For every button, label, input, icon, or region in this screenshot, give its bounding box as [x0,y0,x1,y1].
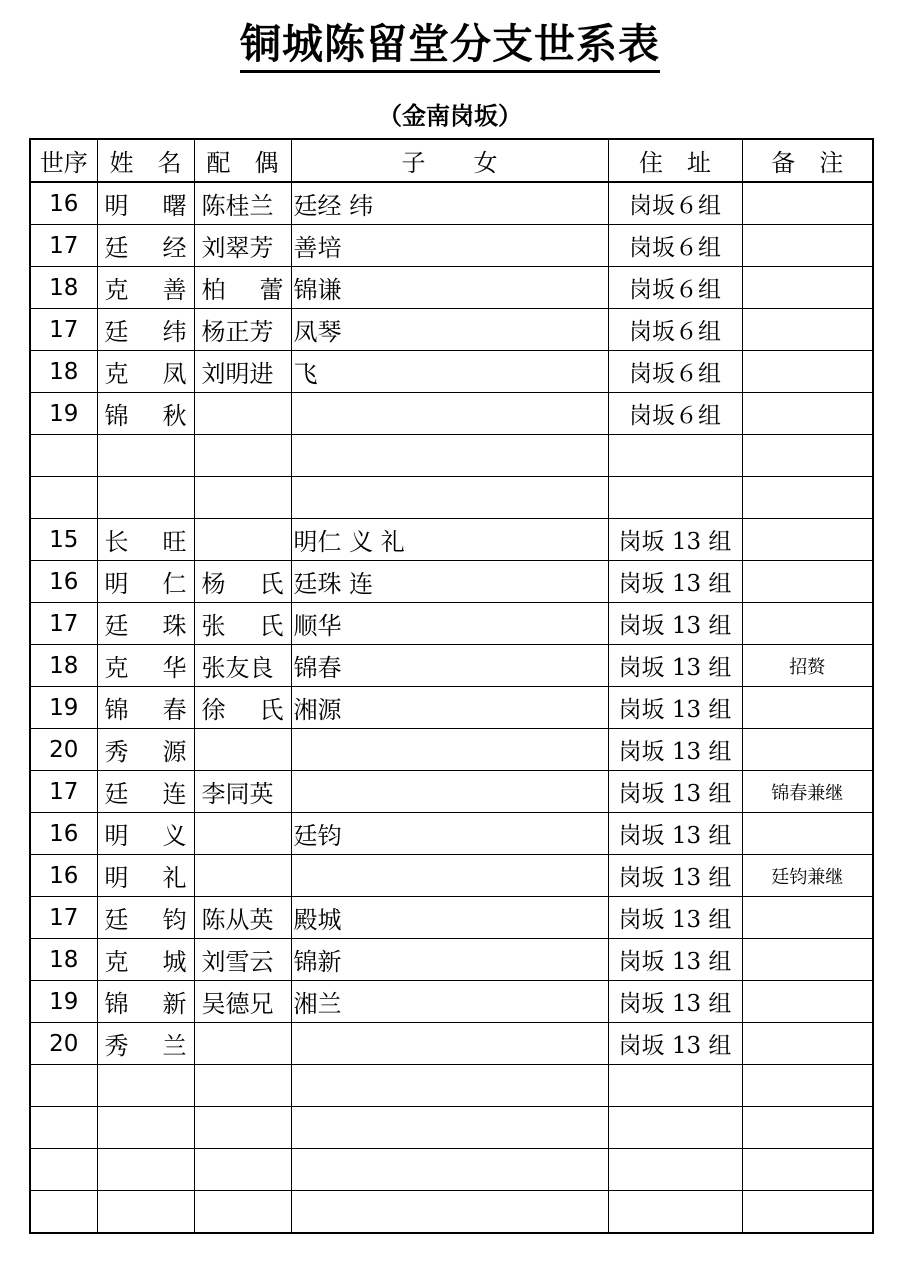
cell-address: 岗坂６组 [608,351,742,393]
cell-generation: 18 [30,351,97,393]
table-row [30,771,873,813]
name-char: 克 [104,276,129,304]
name-char: 氏 [259,612,284,640]
table-row [30,477,873,519]
name-char: 经 [162,234,187,262]
cell-spouse-text: 刘雪云 [201,948,274,976]
cell-children [291,1107,608,1149]
cell-spouse [194,519,291,561]
cell-children [291,393,608,435]
cell-name [97,1023,194,1065]
cell-note [742,309,873,351]
cell-name [97,687,194,729]
cell-address: 岗坂６组 [608,393,742,435]
table-row [30,981,873,1023]
cell-note [742,939,873,981]
cell-spouse-text [202,690,284,725]
cell-spouse-text [202,270,284,305]
cell-spouse-text [202,606,284,641]
cell-address: 岗坂６组 [608,225,742,267]
cell-note [742,225,873,267]
cell-spouse [194,645,291,687]
cell-name [97,267,194,309]
cell-spouse [194,309,291,351]
cell-children: 湘源 [291,687,608,729]
cell-name-text [105,186,187,221]
cell-name-text [105,774,187,809]
cell-children [291,1065,608,1107]
cell-children: 廷钧 [291,813,608,855]
cell-spouse [194,182,291,225]
cell-children [291,855,608,897]
name-char: 杨 [201,570,226,598]
cell-spouse [194,1191,291,1234]
cell-note [742,981,873,1023]
cell-generation: 20 [30,729,97,771]
name-char: 蕾 [259,276,284,304]
table-row [30,182,873,225]
cell-name [97,1191,194,1234]
cell-generation [30,1065,97,1107]
table-row [30,309,873,351]
cell-name-text [105,732,187,767]
cell-address [608,1149,742,1191]
cell-note [742,1191,873,1234]
name-char: 明 [104,570,129,598]
cell-spouse [194,729,291,771]
name-char: 义 [162,822,187,850]
cell-children [291,1149,608,1191]
cell-address: 岗坂 13 组 [608,897,742,939]
cell-address: 岗坂 13 组 [608,813,742,855]
cell-spouse [194,603,291,645]
cell-generation: 17 [30,603,97,645]
cell-address: 岗坂 13 组 [608,939,742,981]
cell-name [97,813,194,855]
cell-children [291,729,608,771]
cell-note: 廷钧兼继 [742,855,873,897]
cell-children: 锦春 [291,645,608,687]
cell-generation: 19 [30,393,97,435]
cell-name [97,855,194,897]
cell-name [97,519,194,561]
cell-note [742,435,873,477]
cell-name [97,1065,194,1107]
cell-address: 岗坂 13 组 [608,729,742,771]
cell-spouse-text: 刘翠芳 [201,234,274,262]
cell-spouse [194,267,291,309]
cell-generation: 18 [30,645,97,687]
cell-spouse-text: 刘明进 [201,360,274,388]
name-char: 善 [162,276,187,304]
cell-spouse [194,939,291,981]
cell-spouse [194,435,291,477]
cell-note [742,267,873,309]
cell-children [291,435,608,477]
table-header-row [30,139,873,182]
cell-name [97,477,194,519]
table-row [30,603,873,645]
name-char: 秋 [162,402,187,430]
cell-note [742,897,873,939]
cell-note [742,477,873,519]
cell-generation: 18 [30,267,97,309]
cell-address: 岗坂 13 组 [608,561,742,603]
name-char: 廷 [104,234,129,262]
cell-generation [30,477,97,519]
header-generation: 世序 [30,139,97,182]
cell-generation: 17 [30,309,97,351]
cell-children: 善培 [291,225,608,267]
name-char: 明 [104,822,129,850]
cell-note [742,561,873,603]
cell-generation [30,435,97,477]
cell-spouse [194,771,291,813]
cell-generation: 17 [30,771,97,813]
header-spouse: 配 偶 [194,139,291,182]
cell-generation: 16 [30,855,97,897]
name-char: 源 [162,738,187,766]
name-char: 旺 [162,528,187,556]
name-char: 纬 [162,318,187,346]
name-char: 兰 [162,1032,187,1060]
name-char: 连 [162,780,187,808]
name-char: 克 [104,654,129,682]
cell-name [97,182,194,225]
cell-spouse [194,225,291,267]
cell-address [608,477,742,519]
cell-name-text [105,648,187,683]
cell-spouse [194,897,291,939]
table-row [30,939,873,981]
cell-name-text [105,606,187,641]
cell-children: 湘兰 [291,981,608,1023]
cell-address: 岗坂６组 [608,182,742,225]
cell-address: 岗坂 13 组 [608,645,742,687]
table-row [30,1191,873,1234]
cell-children: 廷经 纬 [291,182,608,225]
name-char: 张 [201,612,226,640]
cell-address: 岗坂 13 组 [608,603,742,645]
cell-generation: 18 [30,939,97,981]
cell-name-text [105,270,187,305]
name-char: 礼 [162,864,187,892]
cell-children [291,1023,608,1065]
header-address: 住 址 [608,139,742,182]
cell-children: 顺华 [291,603,608,645]
cell-spouse-text: 李同英 [201,780,274,808]
cell-note [742,1065,873,1107]
name-char: 廷 [104,612,129,640]
cell-name [97,897,194,939]
cell-spouse [194,1023,291,1065]
cell-children: 明仁 义 礼 [291,519,608,561]
name-char: 新 [162,990,187,1018]
cell-address: 岗坂６组 [608,267,742,309]
table-row [30,1065,873,1107]
page-title [0,16,900,73]
header-name: 姓 名 [97,139,194,182]
cell-name-text [105,1026,187,1061]
cell-note [742,687,873,729]
name-char: 长 [104,528,129,556]
cell-spouse [194,687,291,729]
table-row [30,1149,873,1191]
name-char: 珠 [162,612,187,640]
name-char: 廷 [104,318,129,346]
cell-name-text [105,312,187,347]
cell-children: 殿城 [291,897,608,939]
table-row [30,435,873,477]
name-char: 秀 [104,738,129,766]
cell-generation: 16 [30,561,97,603]
name-char: 柏 [201,276,226,304]
cell-note [742,1107,873,1149]
cell-name [97,771,194,813]
cell-name [97,729,194,771]
cell-spouse-text [202,564,284,599]
page-subtitle: （金南岗坂） [378,102,522,130]
cell-name [97,351,194,393]
cell-generation: 20 [30,1023,97,1065]
name-char: 廷 [104,906,129,934]
name-char: 锦 [104,696,129,724]
cell-address: 岗坂 13 组 [608,981,742,1023]
cell-note [742,729,873,771]
cell-address [608,1191,742,1234]
cell-name-text [105,816,187,851]
table-row [30,561,873,603]
cell-children: 凤琴 [291,309,608,351]
cell-generation [30,1149,97,1191]
table-row [30,729,873,771]
header-note: 备 注 [742,139,873,182]
cell-children [291,771,608,813]
table-row [30,1107,873,1149]
cell-name [97,603,194,645]
page-title-text: 铜城陈留堂分支世系表 [240,18,660,73]
cell-address [608,1107,742,1149]
table-row [30,855,873,897]
cell-name [97,1107,194,1149]
cell-spouse [194,813,291,855]
name-char: 城 [162,948,187,976]
table-row [30,897,873,939]
name-char: 华 [162,654,187,682]
cell-name-text [105,354,187,389]
cell-children [291,1191,608,1234]
cell-note: 锦春兼继 [742,771,873,813]
table-row [30,393,873,435]
cell-name-text [105,942,187,977]
name-char: 氏 [259,696,284,724]
cell-spouse-text: 吴德兄 [201,990,274,1018]
cell-name-text [105,984,187,1019]
cell-name [97,561,194,603]
genealogy-table [29,138,874,1234]
name-char: 明 [104,864,129,892]
cell-generation [30,1107,97,1149]
cell-generation: 17 [30,897,97,939]
cell-note: 招赘 [742,645,873,687]
name-char: 凤 [162,360,187,388]
cell-address: 岗坂６组 [608,309,742,351]
table-row [30,351,873,393]
table-row [30,519,873,561]
cell-name [97,225,194,267]
cell-spouse [194,351,291,393]
cell-spouse-text: 张友良 [201,654,274,682]
table-row [30,225,873,267]
name-char: 锦 [104,990,129,1018]
cell-address: 岗坂 13 组 [608,1023,742,1065]
cell-children: 锦谦 [291,267,608,309]
cell-name-text [105,522,187,557]
cell-address [608,1065,742,1107]
name-char: 氏 [259,570,284,598]
name-char: 明 [104,192,129,220]
cell-note [742,1149,873,1191]
cell-note [742,813,873,855]
table-row [30,813,873,855]
cell-generation: 15 [30,519,97,561]
table-body [30,182,873,1233]
cell-note [742,351,873,393]
cell-name-text [105,690,187,725]
cell-spouse [194,393,291,435]
cell-note [742,182,873,225]
cell-spouse [194,855,291,897]
name-char: 仁 [162,570,187,598]
cell-address: 岗坂 13 组 [608,519,742,561]
cell-spouse [194,477,291,519]
table-row [30,1023,873,1065]
name-char: 廷 [104,780,129,808]
cell-name-text [105,858,187,893]
name-char: 秀 [104,1032,129,1060]
cell-note [742,519,873,561]
cell-name-text [105,564,187,599]
cell-spouse-text: 陈从英 [201,906,274,934]
cell-generation: 19 [30,687,97,729]
name-char: 克 [104,360,129,388]
cell-address [608,435,742,477]
cell-children: 锦新 [291,939,608,981]
cell-spouse [194,1065,291,1107]
name-char: 克 [104,948,129,976]
table-row [30,267,873,309]
name-char: 锦 [104,402,129,430]
cell-name [97,645,194,687]
name-char: 春 [162,696,187,724]
table-row [30,687,873,729]
cell-address: 岗坂 13 组 [608,687,742,729]
cell-generation: 16 [30,182,97,225]
cell-name-text [105,900,187,935]
cell-children: 飞 [291,351,608,393]
cell-spouse-text: 陈桂兰 [201,192,274,220]
cell-spouse [194,1107,291,1149]
cell-name [97,1149,194,1191]
name-char: 钧 [162,906,187,934]
name-char: 曙 [162,192,187,220]
cell-spouse [194,1149,291,1191]
header-children: 子 女 [291,139,608,182]
cell-name-text [105,228,187,263]
cell-name [97,393,194,435]
cell-children: 廷珠 连 [291,561,608,603]
cell-generation: 17 [30,225,97,267]
cell-spouse [194,981,291,1023]
cell-address: 岗坂 13 组 [608,855,742,897]
cell-note [742,603,873,645]
name-char: 徐 [201,696,226,724]
cell-note [742,1023,873,1065]
cell-name-text [105,396,187,431]
cell-spouse [194,561,291,603]
cell-generation: 16 [30,813,97,855]
cell-name [97,981,194,1023]
cell-address: 岗坂 13 组 [608,771,742,813]
cell-children [291,477,608,519]
cell-note [742,393,873,435]
cell-name [97,435,194,477]
cell-name [97,939,194,981]
cell-generation: 19 [30,981,97,1023]
cell-generation [30,1191,97,1234]
cell-spouse-text: 杨正芳 [201,318,274,346]
cell-name [97,309,194,351]
table-row [30,645,873,687]
